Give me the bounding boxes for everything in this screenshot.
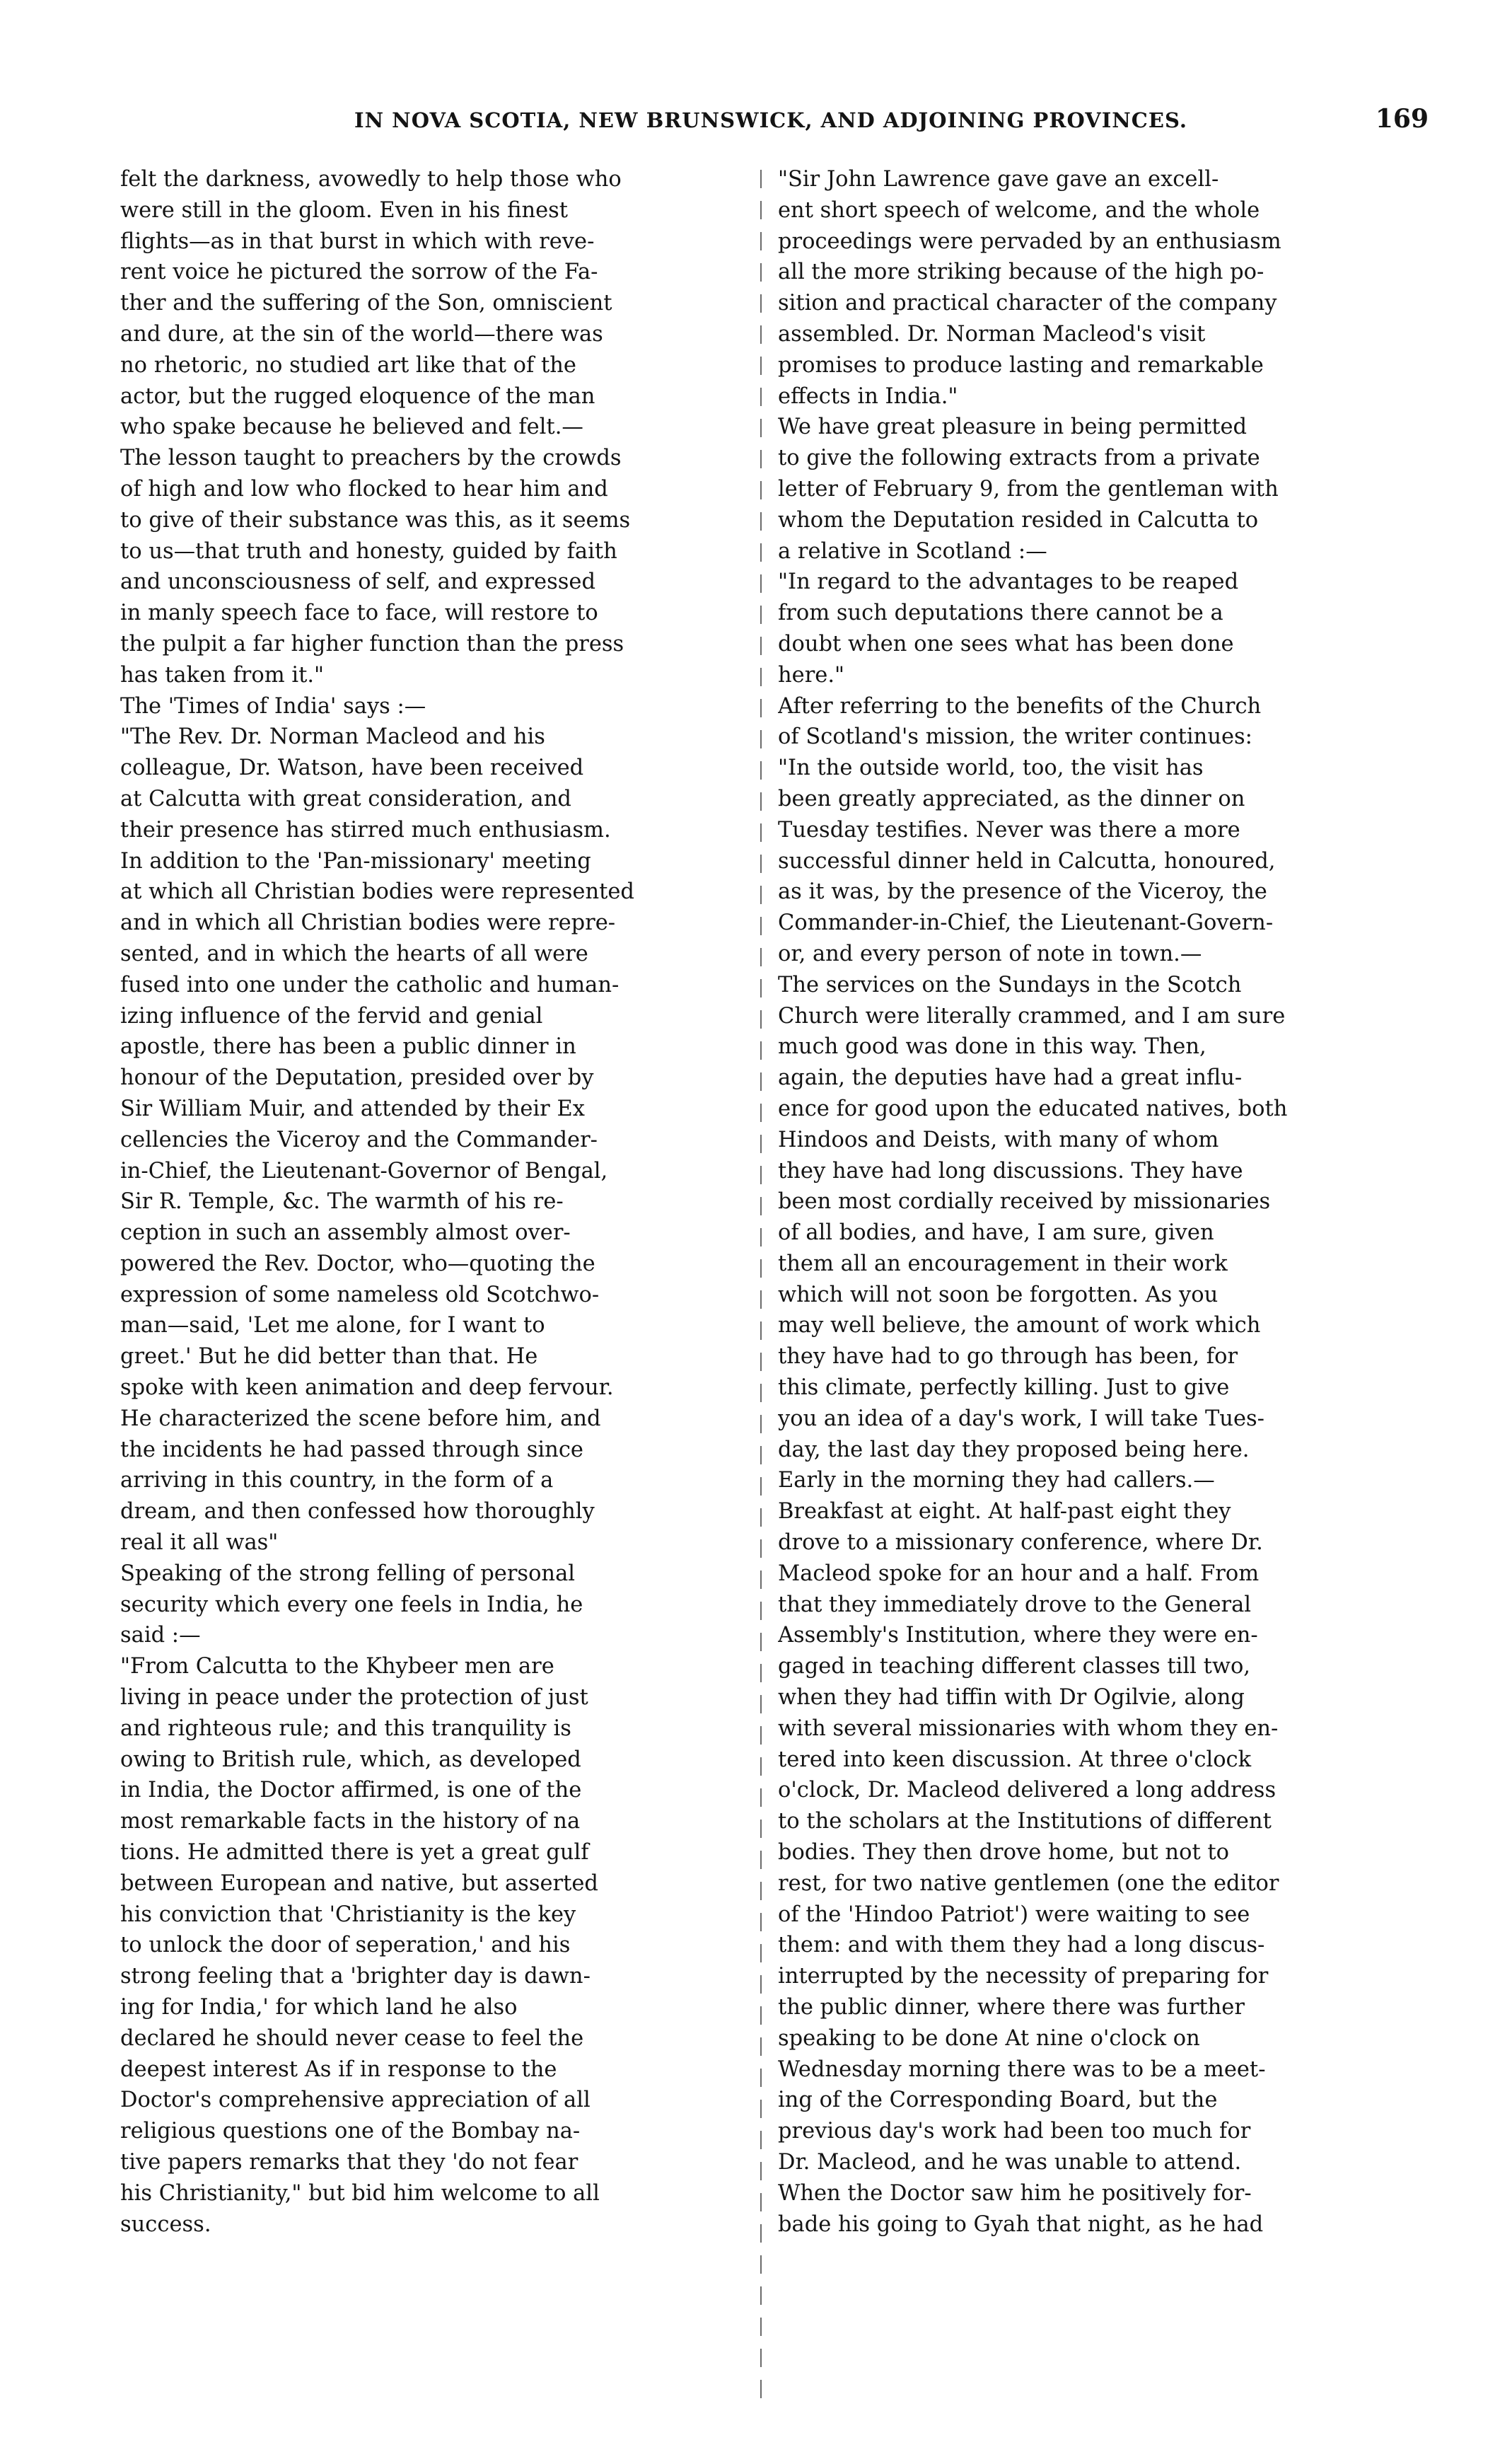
column-divider <box>760 170 762 2398</box>
text-line: arriving in this country, in the form of a <box>120 1468 554 1493</box>
text-line: greet.' But he did better than that. He <box>120 1344 538 1370</box>
text-line: fused into one under the catholic and human- <box>120 972 620 997</box>
text-line: of the 'Hindoo Patriot') were waiting to see <box>778 1902 1250 1927</box>
text-line: religious questions one of the Bombay na- <box>120 2119 581 2144</box>
text-line: interrupted by the necessity of preparing for <box>778 1964 1269 1989</box>
text-line: here." <box>778 662 845 688</box>
text-line: powered the Rev. Doctor, who—quoting the <box>120 1251 595 1276</box>
text-line: and in which all Christian bodies were repre- <box>120 910 616 936</box>
page-number: 169 <box>1375 104 1429 134</box>
text-line: flights—as in that burst in which with reve- <box>120 229 595 254</box>
text-line: in India, the Doctor affirmed, is one of the <box>120 1778 582 1803</box>
text-line: drove to a missionary conference, where Dr. <box>778 1530 1263 1556</box>
text-line: and dure, at the sin of the world—there was <box>120 321 603 347</box>
text-line: tered into keen discussion. At three o'clock <box>778 1747 1252 1772</box>
text-line: cellencies the Viceroy and the Commander- <box>120 1127 598 1152</box>
text-line: at Calcutta with great consideration, and <box>120 786 571 811</box>
text-line: man—said, 'Let me alone, for I want to <box>120 1313 545 1338</box>
text-line: gaged in teaching different classes till two, <box>778 1654 1251 1679</box>
text-line: been greatly appreciated, as the dinner on <box>778 786 1245 811</box>
text-line: successful dinner held in Calcutta, honoured, <box>778 848 1276 874</box>
text-line: and unconsciousness of self, and expressed <box>120 569 595 595</box>
text-line: "Sir John Lawrence gave gave an excell- <box>778 167 1219 192</box>
text-line: sented, and in which the hearts of all were <box>120 941 588 966</box>
page-header <box>113 106 1429 141</box>
text-line: Early in the morning they had callers.— <box>778 1468 1215 1493</box>
text-line: day, the last day they proposed being here. <box>778 1437 1250 1462</box>
text-line: "From Calcutta to the Khybeer men are <box>120 1654 554 1679</box>
text-line: owing to British rule, which, as developed <box>120 1747 581 1772</box>
text-line: to unlock the door of seperation,' and his <box>120 1933 571 1958</box>
text-line: no rhetoric, no studied art like that of the <box>120 352 576 378</box>
text-line: in manly speech face to face, will restore to <box>120 601 598 626</box>
text-line: in-Chief, the Lieutenant-Governor of Bengal, <box>120 1158 608 1184</box>
text-line: expression of some nameless old Scotchwo- <box>120 1282 600 1307</box>
text-line: living in peace under the protection of just <box>120 1685 588 1711</box>
text-line: letter of February 9, from the gentleman with <box>778 476 1279 502</box>
text-line: sition and practical character of the company <box>778 291 1277 316</box>
text-line: his Christianity," but bid him welcome to all <box>120 2180 600 2206</box>
text-line: were still in the gloom. Even in his finest <box>120 197 569 223</box>
text-line: o'clock, Dr. Macleod delivered a long address <box>778 1778 1277 1803</box>
text-line: has taken from it." <box>120 662 325 688</box>
text-line: at which all Christian bodies were represented <box>120 879 634 905</box>
text-line: "In the outside world, too, the visit has <box>778 756 1204 781</box>
text-line: to give of their substance was this, as it seems <box>120 507 631 533</box>
text-line: bade his going to Gyah that night, as he had <box>778 2211 1264 2237</box>
text-line: this climate, perfectly killing. Just to give <box>778 1375 1230 1401</box>
text-line: they have had to go through has been, for <box>778 1344 1238 1370</box>
text-line: success. <box>120 2211 211 2237</box>
text-line: "The Rev. Dr. Norman Macleod and his <box>120 724 545 750</box>
text-line: assembled. Dr. Norman Macleod's visit <box>778 321 1206 347</box>
text-line: tions. He admitted there is yet a great gulf <box>120 1840 589 1866</box>
text-line: to give the following extracts from a private <box>778 446 1260 471</box>
text-line: of Scotland's mission, the writer continues: <box>778 724 1252 750</box>
text-line: Commander-in-Chief, the Lieutenant-Govern- <box>778 910 1274 936</box>
text-line: when they had tiffin with Dr Ogilvie, along <box>778 1685 1245 1711</box>
text-line: Breakfast at eight. At half-past eight they <box>778 1499 1231 1525</box>
text-line: his conviction that 'Christianity is the key <box>120 1902 576 1927</box>
text-line: Sir R. Temple, &c. The warmth of his re- <box>120 1189 564 1215</box>
text-line: izing influence of the fervid and genial <box>120 1003 543 1029</box>
text-line: who spake because he believed and felt.— <box>120 415 583 440</box>
text-line: Doctor's comprehensive appreciation of all <box>120 2088 591 2113</box>
text-line: which will not soon be forgotten. As you <box>778 1282 1219 1307</box>
text-line: of high and low who flocked to hear him and <box>120 476 608 502</box>
text-line: colleague, Dr. Watson, have been received <box>120 756 584 781</box>
text-line: Sir William Muir, and attended by their Ex <box>120 1096 585 1121</box>
text-line: promises to produce lasting and remarkable <box>778 352 1264 378</box>
text-line: with several missionaries with whom they en- <box>778 1716 1279 1741</box>
right-column <box>778 164 1400 2240</box>
text-line: Hindoos and Deists, with many of whom <box>778 1127 1219 1152</box>
text-line: felt the darkness, avowedly to help those who <box>120 167 622 192</box>
text-line: Tuesday testifies. Never was there a more <box>778 817 1240 843</box>
text-line: them: and with them they had a long discus- <box>778 1933 1265 1958</box>
text-line: Church were literally crammed, and I am sure <box>778 1003 1286 1029</box>
text-line: doubt when one sees what has been done <box>778 631 1234 657</box>
text-line: ence for good upon the educated natives, both <box>778 1096 1288 1121</box>
text-line: a relative in Scotland :— <box>778 538 1047 564</box>
text-line: When the Doctor saw him he positively for- <box>778 2180 1252 2206</box>
text-line: honour of the Deputation, presided over by <box>120 1065 594 1091</box>
text-line: ception in such an assembly almost over- <box>120 1220 571 1246</box>
text-line: Macleod spoke for an hour and a half. From <box>778 1561 1260 1586</box>
text-line: declared he should never cease to feel the <box>120 2025 584 2051</box>
text-line: real it all was" <box>120 1530 279 1556</box>
text-line: security which every one feels in India, he <box>120 1592 583 1617</box>
text-line: bodies. They then drove home, but not to <box>778 1840 1230 1866</box>
text-line: been most cordially received by missionaries <box>778 1189 1271 1215</box>
text-line: you an idea of a day's work, I will take Tues- <box>778 1406 1264 1431</box>
text-line: much good was done in this way. Then, <box>778 1034 1206 1060</box>
text-line: ing for India,' for which land he also <box>120 1995 518 2020</box>
text-line: ent short speech of welcome, and the whole <box>778 197 1260 223</box>
text-line: He characterized the scene before him, and <box>120 1406 601 1431</box>
text-line: all the more striking because of the high po- <box>778 260 1264 285</box>
text-line: ing of the Corresponding Board, but the <box>778 2088 1218 2113</box>
text-line: between European and native, but asserted <box>120 1870 598 1896</box>
text-line: ther and the suffering of the Son, omniscient <box>120 291 612 316</box>
running-head: IN NOVA SCOTIA, NEW BRUNSWICK, AND ADJOINING PROVINCES. <box>354 108 1187 132</box>
text-line: most remarkable facts in the history of na <box>120 1809 581 1834</box>
text-line: speaking to be done At nine o'clock on <box>778 2025 1200 2051</box>
text-line: that they immediately drove to the General <box>778 1592 1252 1617</box>
text-line: the pulpit a far higher function than the press <box>120 631 624 657</box>
text-line: them all an encouragement in their work <box>778 1251 1228 1276</box>
text-line: Dr. Macleod, and he was unable to attend. <box>778 2150 1242 2175</box>
text-line: The lesson taught to preachers by the crowds <box>120 446 622 471</box>
text-line: rest, for two native gentlemen (one the editor <box>778 1870 1279 1896</box>
text-line: or, and every person of note in town.— <box>778 941 1202 966</box>
text-line: Assembly's Institution, where they were en- <box>778 1623 1258 1648</box>
text-line: and righteous rule; and this tranquility is <box>120 1716 571 1741</box>
text-line: the public dinner, where there was further <box>778 1995 1245 2020</box>
text-line: proceedings were pervaded by an enthusiasm <box>778 229 1281 254</box>
text-line: "In regard to the advantages to be reaped <box>778 569 1239 595</box>
text-line: to the scholars at the Institutions of different <box>778 1809 1272 1834</box>
text-line: dream, and then confessed how thoroughly <box>120 1499 595 1525</box>
text-line: We have great pleasure in being permitted <box>778 415 1248 440</box>
left-column <box>120 164 743 2240</box>
text-line: spoke with keen animation and deep fervour. <box>120 1375 614 1401</box>
text-line: After referring to the benefits of the Church <box>778 693 1262 719</box>
text-line: rent voice he pictured the sorrow of the Fa- <box>120 260 598 285</box>
text-line: The services on the Sundays in the Scotch <box>778 972 1242 997</box>
text-line: Wednesday morning there was to be a meet- <box>778 2057 1266 2082</box>
text-line: of all bodies, and have, I am sure, given <box>778 1220 1214 1246</box>
text-line: deepest interest As if in response to the <box>120 2057 557 2082</box>
text-line: previous day's work had been too much for <box>778 2119 1251 2144</box>
text-line: their presence has stirred much enthusiasm. <box>120 817 611 843</box>
text-line: Speaking of the strong felling of personal <box>120 1561 576 1586</box>
text-line: effects in India." <box>778 383 958 409</box>
text-line: tive papers remarks that they 'do not fear <box>120 2150 578 2175</box>
text-line: from such deputations there cannot be a <box>778 601 1223 626</box>
text-line: whom the Deputation resided in Calcutta to <box>778 507 1259 533</box>
text-line: In addition to the 'Pan-missionary' meeting <box>120 848 591 874</box>
text-line: said :— <box>120 1623 201 1648</box>
text-line: may well believe, the amount of work which <box>778 1313 1261 1338</box>
text-line: apostle, there has been a public dinner in <box>120 1034 576 1060</box>
text-line: again, the deputies have had a great influ- <box>778 1065 1243 1091</box>
text-line: actor, but the rugged eloquence of the man <box>120 383 595 409</box>
text-line: to us—that truth and honesty, guided by faith <box>120 538 617 564</box>
text-line: they have had long discussions. They have <box>778 1158 1243 1184</box>
text-line: The 'Times of India' says :— <box>120 693 426 719</box>
text-line: the incidents he had passed through since <box>120 1437 583 1462</box>
text-line: as it was, by the presence of the Viceroy, the <box>778 879 1267 905</box>
text-line: strong feeling that a 'brighter day is dawn- <box>120 1964 591 1989</box>
